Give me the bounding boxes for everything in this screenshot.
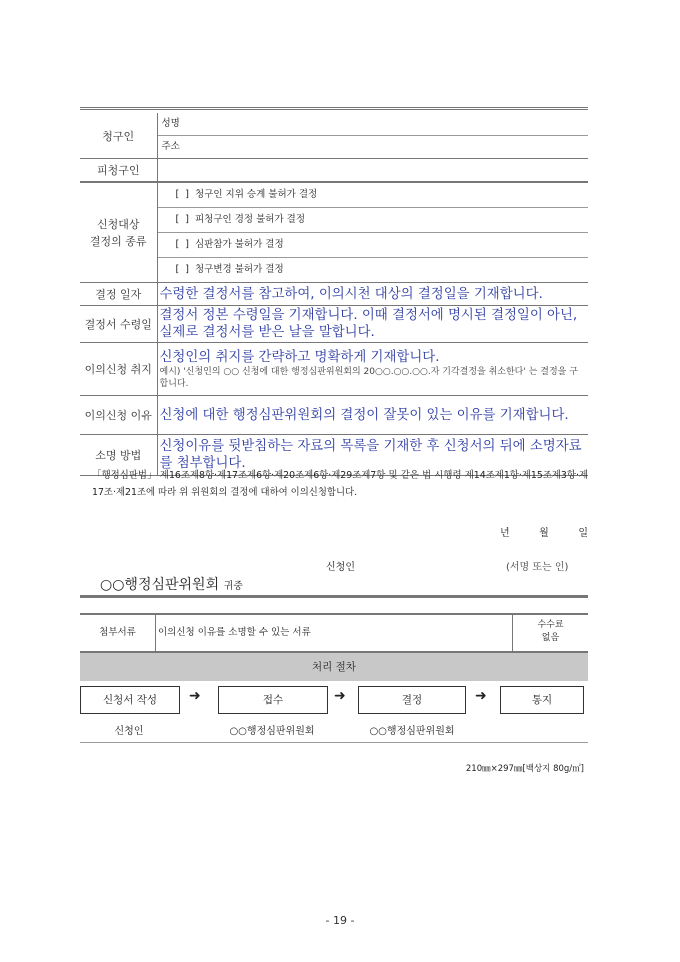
respondent-field[interactable] bbox=[157, 159, 588, 183]
purpose-example: 예시) '신청인의 ○○ 신청에 대한 행정심판위원회의 20○○.○○.○○.자 기각결정을 취소한다' 는 결정을 구합니다. bbox=[159, 366, 578, 389]
decision-type-label bbox=[80, 182, 157, 283]
receipt-date-field[interactable] bbox=[157, 306, 588, 343]
arrow-icon: ➜ bbox=[189, 688, 201, 704]
arrow-icon: ➜ bbox=[334, 688, 346, 704]
purpose-guide: 신청인의 취지를 간략하고 명확하게 기재합니다. bbox=[159, 349, 440, 365]
reason-field[interactable] bbox=[157, 396, 588, 435]
fee-label: 수수료 bbox=[537, 620, 564, 630]
procedure-bottom-line bbox=[80, 742, 588, 743]
respondent-label: 피청구인 bbox=[80, 159, 157, 183]
form-top-border bbox=[80, 107, 588, 110]
actor-committee: ○○행정심판위원회 bbox=[369, 726, 455, 737]
applicant-address-field[interactable]: 주소 bbox=[161, 141, 180, 152]
decision-option-checkbox[interactable]: [ ] 피청구인 경정 불허가 결정 bbox=[158, 208, 589, 233]
actor-applicant: 신청인 bbox=[114, 726, 144, 737]
reason-guide: 신청에 대한 행정심판위원회의 결정이 잘못이 있는 이유를 기재합니다. bbox=[159, 407, 569, 423]
addressee bbox=[100, 574, 243, 594]
arrow-icon: ➜ bbox=[475, 688, 487, 704]
date-month: 월 bbox=[539, 528, 549, 539]
purpose-field[interactable] bbox=[157, 343, 588, 396]
decision-type-options bbox=[157, 182, 588, 283]
attachment-row bbox=[80, 613, 588, 653]
attachment-label: 첨부서류 bbox=[80, 615, 156, 651]
attachment-text: 이의신청 이유를 소명할 수 있는 서류 bbox=[158, 627, 311, 638]
date-day: 일 bbox=[578, 528, 588, 539]
step-notification: 통지 bbox=[500, 686, 584, 714]
signature-hint[interactable]: (서명 또는 인) bbox=[506, 562, 569, 573]
decision-type-label-line2: 결정의 종류 bbox=[89, 234, 147, 248]
decision-date-guide: 수령한 결정서를 참고하여, 이의시천 대상의 결정일을 기재합니다. bbox=[159, 286, 543, 302]
applicant-label: 청구인 bbox=[80, 113, 157, 159]
addressee-suffix: 귀중 bbox=[223, 581, 243, 592]
decision-option-checkbox[interactable]: [ ] 심판참가 불허가 결정 bbox=[158, 233, 589, 258]
decision-option-checkbox[interactable]: [ ] 청구변경 불허가 결정 bbox=[175, 264, 284, 275]
decision-date-label: 결정 일자 bbox=[80, 283, 157, 306]
section-divider bbox=[80, 595, 588, 598]
legal-basis-text: 「행정심판법」 제16조제8항·제17조제6항·제20조제6항·제29조제7항 및 같은 법 시행령 제14조제1항·제15조제3항·제17조·제21조에 따라 위 위원회의 결정에 대하여 이의신청합니다. bbox=[92, 470, 588, 498]
fee-cell bbox=[512, 615, 588, 651]
actor-committee: ○○행정심판위원회 bbox=[229, 726, 315, 737]
page-number: - 19 - bbox=[325, 914, 355, 927]
step-write-application: 신청서 작성 bbox=[80, 686, 180, 714]
reason-label: 이의신청 이유 bbox=[80, 396, 157, 435]
paper-spec: 210㎜×297㎜[백상지 80g/㎡] bbox=[465, 764, 584, 774]
addressee-name: ○○행정심판위원회 bbox=[100, 577, 220, 593]
applicant-fields bbox=[157, 113, 588, 159]
decision-option-checkbox[interactable]: [ ] 청구인 지위 승계 불허가 결정 bbox=[158, 183, 589, 208]
procedure-header: 처리 절차 bbox=[80, 653, 588, 681]
applicant-name-field[interactable]: 성명 bbox=[158, 113, 589, 136]
receipt-date-label: 결정서 수령일 bbox=[80, 306, 157, 343]
date-year: 년 bbox=[500, 528, 510, 539]
decision-date-field[interactable] bbox=[157, 283, 588, 306]
step-decision: 결정 bbox=[358, 686, 466, 714]
evidence-guide: 신청이유를 뒷받침하는 자료의 목록을 기재한 후 신청서의 뒤에 소명자료를 첨부합니다. bbox=[159, 439, 582, 471]
purpose-label: 이의신청 취지 bbox=[80, 343, 157, 396]
fee-value: 없음 bbox=[541, 633, 560, 643]
decision-type-label-line1: 신청대상 bbox=[96, 217, 140, 231]
step-receipt: 접수 bbox=[218, 686, 328, 714]
form-table bbox=[80, 113, 588, 476]
application-form bbox=[80, 113, 588, 476]
signature-applicant-label: 신청인 bbox=[326, 562, 355, 573]
receipt-date-guide: 결정서 정본 수령일을 기재합니다. 이때 결정서에 명시된 결정일이 아닌, 실제로 결정서를 받은 날을 말합니다. bbox=[159, 308, 578, 340]
date-line bbox=[500, 524, 588, 539]
evidence-label: 소명 방법 bbox=[80, 435, 157, 476]
